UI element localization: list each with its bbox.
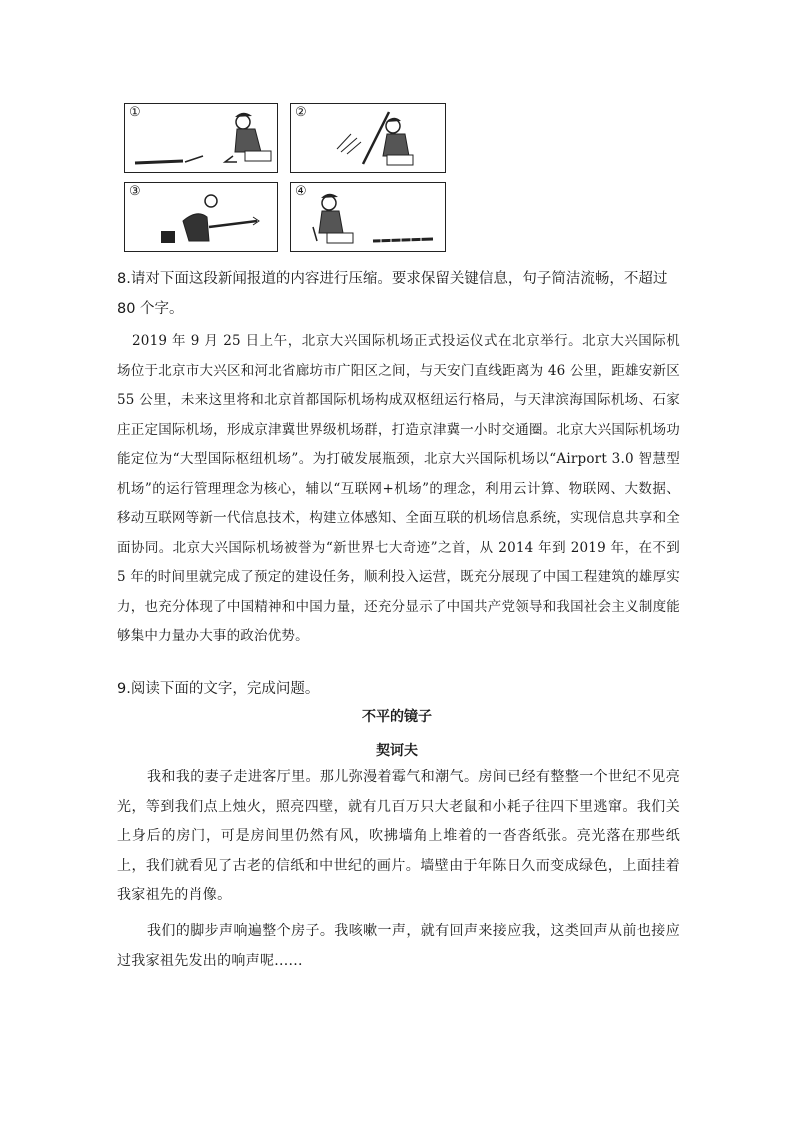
story-author: 契诃夫 bbox=[376, 743, 418, 759]
cartoon-2-image bbox=[291, 104, 447, 174]
story-paragraph-2: 我们的脚步声响遍整个房子。我咳嗽一声，就有回声来接应我，这类回声从前也接应过我家祖先发出的响声呢...... bbox=[117, 923, 680, 969]
illustration-panels bbox=[124, 103, 446, 255]
question-8-prompt: 8.请对下面这段新闻报道的内容进行压缩。要求保留关键信息，句子简洁流畅，不超过 80 个字。 bbox=[117, 271, 668, 317]
cartoon-1-image bbox=[125, 104, 279, 174]
cartoon-4-image bbox=[291, 183, 447, 253]
panel-4 bbox=[290, 182, 446, 252]
panel-1 bbox=[124, 103, 278, 173]
question-9-prompt: 9.阅读下面的文字，完成问题。 bbox=[117, 681, 320, 697]
panel-number: ④ bbox=[295, 184, 307, 199]
panel-number: ① bbox=[129, 105, 141, 120]
panel-number: ③ bbox=[129, 184, 141, 199]
panel-number: ② bbox=[295, 105, 307, 120]
panel-2 bbox=[290, 103, 446, 173]
panel-3 bbox=[124, 182, 278, 252]
story-paragraph-1: 我和我的妻子走进客厅里。那儿弥漫着霉气和潮气。房间已经有整整一个世纪不见亮光，等到我们点上烛火，照亮四壁，就有几百万只大老鼠和小耗子往四下里逃窜。我们关上身后的房门，可是房间里仍然有风，吹拂墙角上堆着的一沓沓纸张。亮光落在那些纸上，我们就看见了古老的信纸和中世纪的画片。墙壁由于年陈日久而变成绿色，上面挂着我家祖先的肖像。 bbox=[117, 769, 680, 903]
news-passage: 2019 年 9 月 25 日上午，北京大兴国际机场正式投运仪式在北京举行。北京大兴国际机场位于北京市大兴区和河北省廊坊市广阳区之间，与天安门直线距离为 46 公里，距雄安新区 55 公里，未来这里将和北京首都国际机场构成双枢纽运行格局，与天津滨海国际机场、石家庄正定国际机场，形成京津冀世界级机场群，打造京津冀一小时交通圈。北京大兴国际机场功能定位为“大型国际枢纽机场”。为打破发展瓶颈，北京大兴国际机场以“Airport 3.0 智慧型机场”的运行管理理念为核心，辅以“互联网+机场”的理念，利用云计算、物联网、大数据、移动互联网等新一代信息技术，构建立体感知、全面互联的机场信息系统，实现信息共享和全面协同。北京大兴国际机场被誉为“新世界七大奇迹”之首，从 2014 年到 2019 年，在不到 5 年的时间里就完成了预定的建设任务，顺利投入运营，既充分展现了中国工程建筑的雄厚实力，也充分体现了中国精神和中国力量，还充分显示了中国共产党领导和我国社会主义制度能够集中力量办大事的政治优势。 bbox=[117, 333, 680, 644]
cartoon-3-image bbox=[125, 183, 279, 253]
story-title: 不平的镜子 bbox=[362, 709, 432, 725]
